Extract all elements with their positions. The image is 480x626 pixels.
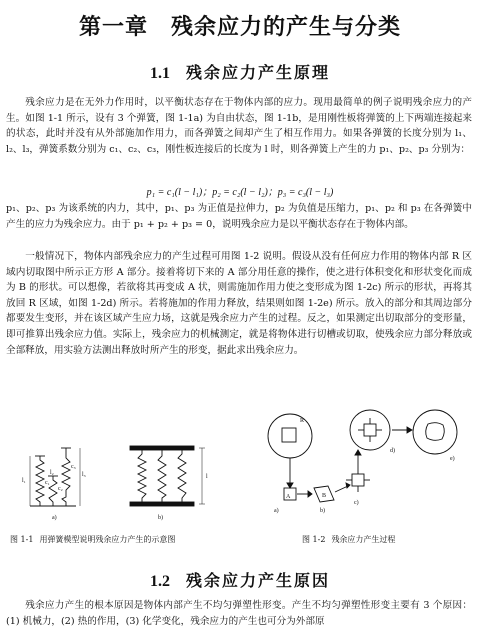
label-c: c) [354,500,359,506]
label-B: B [322,493,327,499]
paragraph-residual-stress-definition: 残余应力是在无外力作用时，以平衡状态存在于物体内部的应力。现用最简单的例子说明残余应力的产生。如图 1-1 所示，设有 3 个弹簧，图 1-1a) 为自由状态，图 1-1b，是用刚性板将弹簧的上下两端连接起来的状态，此时并没有从外部施加作用力，而各弹簧之间却产生了相互作用力。如果各弹簧的长度分别为 l₁、l₂、l₃，弹簧系数分别为 c₁、c₂、c₃，刚性板连接后的长度为 l 时，则各弹簧上产生的力 p₁、p₂、p₃ 分别为： [6,97,472,155]
section-number: 1.1 [149,65,170,82]
label-c1: c₁ [45,480,50,486]
label-R: R [300,418,305,424]
section-title: 残余应力产生原因 [185,571,330,590]
label-e: e) [450,456,455,462]
label-l: l [206,474,208,480]
section-heading-1-2 [0,568,480,591]
section-heading-1-1 [0,60,480,83]
label-c2: c₂ [58,486,63,492]
caption-text: 残余应力产生过程 [331,535,396,544]
label-A: A [286,494,291,500]
label-l1: l₁ [22,478,26,484]
paragraph-generation-causes: 残余应力产生的根本原因是物体内部产生不均匀弹塑性形变。产生不均匀弹塑性形变主要有 3 个原因：(1) 机械力，(2) 热的作用，(3) 化学变化，残余应力的产生也可分为外部原 [6,600,472,626]
caption-number: 图 1-2 [302,535,326,544]
label-b: b) [158,515,163,521]
figure-generation-process [250,408,475,523]
spring-force-formula: p₁ = c₁(l − l₁)；p₂ = c₂(l − l₂)；p₃ = c₃(l − l₃) [146,187,334,198]
section-number: 1.2 [149,573,170,590]
figure-caption-1-2 [302,534,395,545]
label-l3: l₃ [82,472,86,478]
figure-spring-model [20,418,245,523]
chapter-title: 第一章 残余应力的产生与分类 [78,14,401,40]
figure-caption-1-1 [10,534,175,545]
paragraph-internal-force: p₁、p₂、p₃ 为该系统的内力，其中，p₁、p₃ 为正值是拉伸力，p₂ 为负值是压缩力，p₁、p₂ 和 p₃ 在各弹簧中产生的应力为残余应力。由于 p₁ + p₂ + p₃ = 0，说明残余应力是以平衡状态存在于物体内部。 [6,203,472,230]
caption-text: 用弹簧模型说明残余应力产生的示意图 [39,535,176,544]
label-c3: c₃ [71,464,76,470]
label-a: a) [52,515,57,521]
paragraph-generation-process: 一般情况下，物体内部残余应力的产生过程可用图 1-2 说明。假设从没有任何应力作用的物体内部 R 区域内切取图中所示正方形 A 部分。接着将切下来的 A 部分用任意的操作，使之进行体积变化和形状变化而成为 B 的形状。可以想像，若欲将其再变成 A 状，则需施加作用力使之变形成为图 1-2c) 所示的形状，再将其放回 R 区域，如图 1-2d) 所示。若将施加的作用力释放，结果则如图 1-2e) 所示。放入的部分和其周边部分都要发生变形，并在该区域产生应力场，这就是残余应力产生的过程。反之，如果测定出切取部分的变形量，即可推算出残余应力值。实际上，残余应力的机械测定，就是将物体进行切槽或切取，使残余应力部分释放或全部释放，用实验方法测出释放时所产生的形变，据此求出残余应力。 [6,251,472,356]
section-title: 残余应力产生原理 [185,63,330,82]
label-l2: l₂ [50,470,54,476]
caption-number: 图 1-1 [10,535,34,544]
label-b: b) [320,508,325,514]
label-a: a) [274,508,279,514]
label-d: d) [390,448,395,454]
